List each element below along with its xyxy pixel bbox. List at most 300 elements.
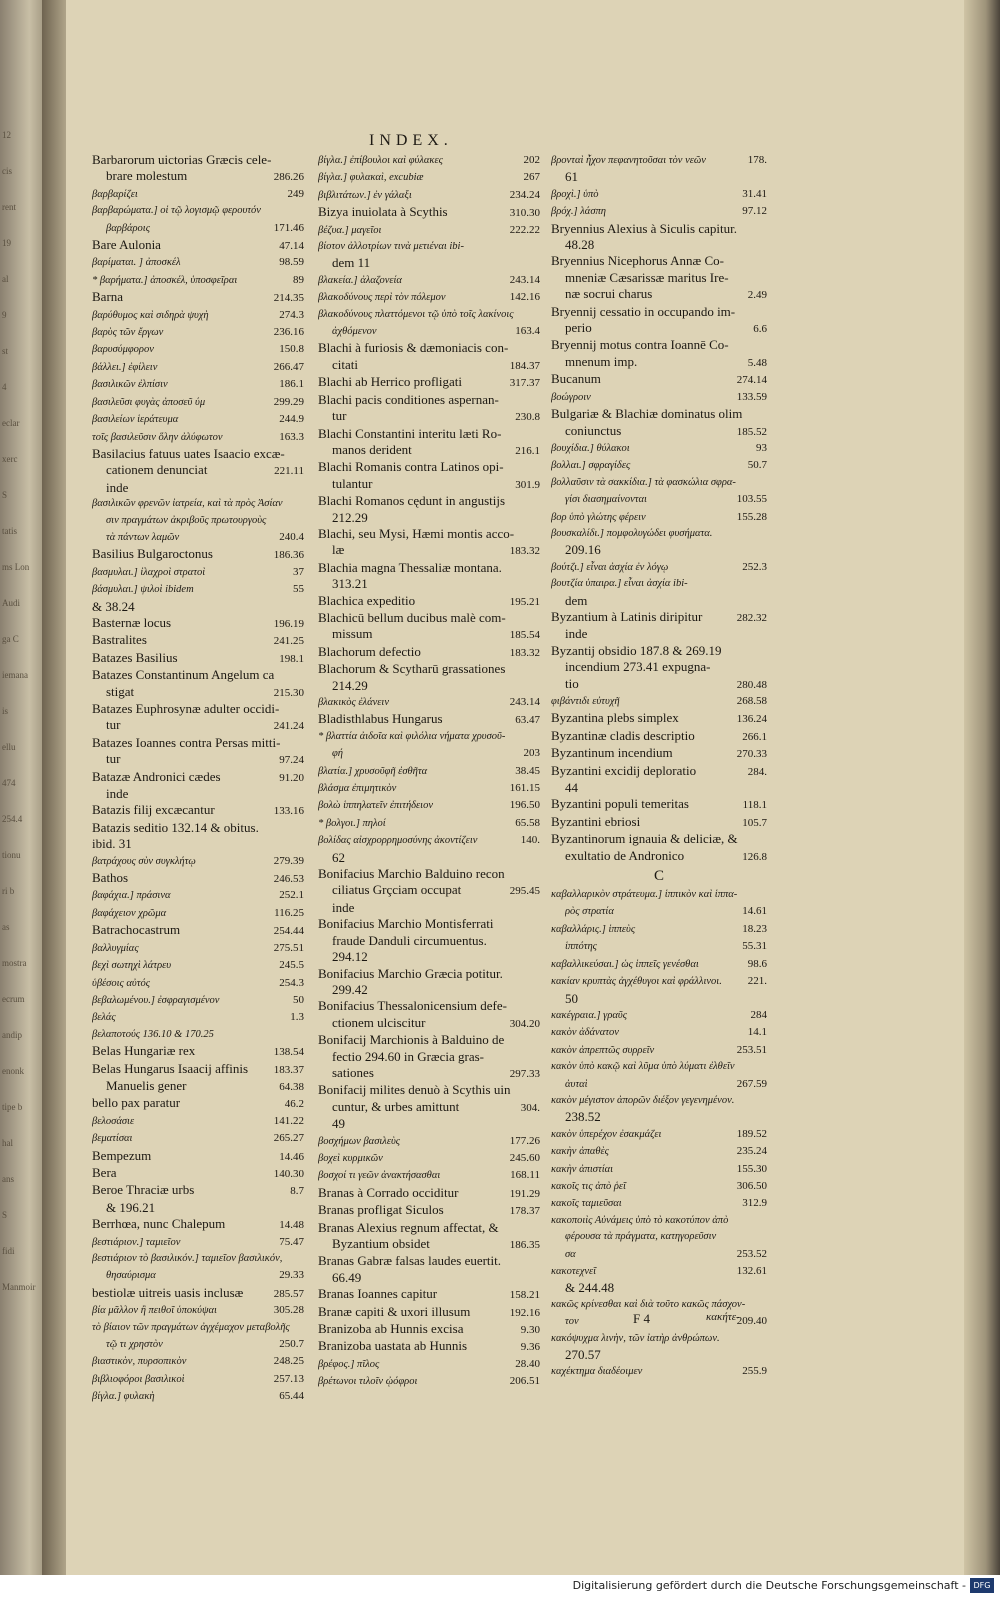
entry-text: ciliatus Grçciam occupat xyxy=(332,882,462,898)
index-entry xyxy=(92,220,304,237)
entry-text: γίσι διασημαίνονται xyxy=(565,494,647,506)
entry-text: βατράχους σὺν συγκλήτῳ xyxy=(92,855,196,867)
entry-text: Byzantini populi temeritas xyxy=(551,796,689,812)
entry-text: βρέτωνοι τιλοῖν ᾠόφροι xyxy=(318,1376,418,1388)
index-entry xyxy=(318,307,540,323)
entry-text: βάλλει.] ἐφίλειν xyxy=(92,361,158,373)
entry-text: βρονταὶ ἦχον πεφανητοῦσαι τὸν νεῶν xyxy=(551,155,706,166)
entry-text: Barbarorum uictorias Græcis cele- xyxy=(92,152,272,167)
index-entry xyxy=(318,626,540,643)
entry-text: tur xyxy=(106,751,121,767)
entry-page-ref: 214.35 xyxy=(273,292,304,305)
entry-page-ref: 98.59 xyxy=(279,256,304,269)
index-entry xyxy=(92,1320,304,1336)
entry-page-ref: 155.28 xyxy=(736,510,767,523)
entry-page-ref: 267 xyxy=(523,171,540,184)
index-entry xyxy=(318,152,540,169)
index-entry xyxy=(318,1220,540,1236)
margin-fragment: ans xyxy=(2,1174,14,1184)
entry-page-ref: 46.2 xyxy=(284,1098,304,1111)
index-entry xyxy=(92,1182,304,1199)
index-entry xyxy=(551,1363,767,1380)
entry-page-ref: 274.14 xyxy=(736,374,767,387)
entry-page-ref: 103.55 xyxy=(736,493,767,506)
index-entry xyxy=(318,1015,540,1032)
entry-text: tur xyxy=(106,717,121,733)
index-entry xyxy=(92,1200,304,1216)
catchword: κακήτε- xyxy=(706,1311,740,1323)
entry-page-ref: 132.61 xyxy=(736,1265,767,1277)
index-entry xyxy=(551,887,767,903)
entry-text: inde xyxy=(106,479,129,495)
index-entry xyxy=(318,882,540,899)
entry-text: βεστιάριον τὸ βασιλικόν.] ταμιεῖον βασιλικόν, xyxy=(92,1253,283,1264)
index-entry xyxy=(318,1185,540,1202)
entry-text: Byzantinum incendium xyxy=(551,745,673,761)
margin-fragment: ga C xyxy=(2,634,19,644)
margin-fragment: cis xyxy=(2,166,12,176)
entry-page-ref: 50 xyxy=(293,993,304,1006)
entry-text: Byzantinæ cladis descriptio xyxy=(551,727,695,743)
index-entry xyxy=(551,509,767,526)
entry-page-ref: 196.19 xyxy=(273,617,304,630)
entry-page-ref: 248.25 xyxy=(273,1355,304,1368)
entry-text: καβαλλικεύσαι.] ὡς ἱππεῖς γενέσθαι xyxy=(551,958,699,970)
index-entry xyxy=(318,510,540,526)
index-entry xyxy=(551,152,767,169)
entry-text: Belas Hungariæ rex xyxy=(92,1043,196,1059)
index-entry xyxy=(92,940,304,957)
entry-text: 313.21 xyxy=(332,576,368,592)
index-entry xyxy=(318,272,540,289)
index-entry xyxy=(551,903,767,920)
index-entry xyxy=(318,1338,540,1355)
entry-text: Byzantium à Latinis diripitur xyxy=(551,608,703,624)
entry-page-ref: 185.54 xyxy=(509,629,540,642)
index-entry xyxy=(318,222,540,239)
entry-text: 294.12 xyxy=(332,949,368,965)
index-entry xyxy=(318,392,540,408)
entry-text: τῷ τι χρηστὸν xyxy=(106,1339,163,1351)
entry-text: 270.57 xyxy=(565,1347,601,1363)
index-entry xyxy=(318,426,540,442)
index-entry xyxy=(318,289,540,306)
index-entry xyxy=(318,1321,540,1338)
entry-text: Bulgariæ & Blachiæ dominatus olim xyxy=(551,406,743,422)
index-entry xyxy=(551,1161,767,1178)
index-entry xyxy=(318,949,540,965)
entry-text: τοῖς βασιλεῦσιν ὅλην ἀλύφωτον xyxy=(92,431,223,443)
index-entry xyxy=(318,1253,540,1269)
entry-page-ref: 97.12 xyxy=(742,205,767,218)
entry-page-ref: 55 xyxy=(293,583,304,596)
entry-page-ref: 184.37 xyxy=(509,359,540,372)
entry-page-ref: 253.51 xyxy=(736,1043,767,1056)
index-entry xyxy=(318,966,540,982)
index-entry xyxy=(92,853,304,870)
entry-text: Batazes Basilius xyxy=(92,649,178,665)
index-entry xyxy=(318,1065,540,1082)
index-entry xyxy=(551,1195,767,1212)
entry-page-ref: 243.14 xyxy=(509,273,540,286)
entry-text: exultatio de Andronico xyxy=(565,847,685,863)
index-entry xyxy=(92,1251,304,1267)
index-entry xyxy=(92,1078,304,1095)
margin-fragment: enonk xyxy=(2,1066,24,1076)
entry-text: Batazes Constantinum Angelum ca xyxy=(92,667,275,683)
entry-page-ref: 215.30 xyxy=(273,686,304,699)
index-entry xyxy=(551,1229,767,1245)
index-entry xyxy=(318,542,540,559)
entry-page-ref: 65.44 xyxy=(279,1390,304,1403)
entry-text: Blachia magna Thessaliæ montana. xyxy=(318,559,502,575)
index-entry xyxy=(551,780,767,796)
entry-page-ref: 14.1 xyxy=(747,1026,767,1039)
entry-page-ref: 268.58 xyxy=(736,695,767,707)
index-entry xyxy=(318,560,540,576)
entry-text: βοχεὶ κυρμικῶν xyxy=(318,1152,383,1164)
entry-text: βάσμυλαι.] ψιλοὶ ibidem xyxy=(92,584,194,596)
entry-text: σιν πραγμάτων ἀκριβοῦς πρωτουργοὺς xyxy=(106,514,267,526)
entry-text: καβαλλάρις.] ἱππεὺς xyxy=(551,923,636,935)
entry-text: βουσκαλίδι.] πομφολυγώδει φυσήματα. xyxy=(551,527,713,539)
index-entry xyxy=(318,255,540,271)
entry-text: Blachi Romanos cędunt in angustijs xyxy=(318,493,506,509)
entry-page-ref: 234.24 xyxy=(509,188,540,201)
left-page-edge xyxy=(0,0,42,1597)
index-entry xyxy=(318,1150,540,1167)
index-entry xyxy=(318,1099,540,1116)
entry-text: Bryennius Alexius à Siculis capitur. xyxy=(551,220,737,236)
index-entry xyxy=(92,1216,304,1233)
index-entry xyxy=(318,982,540,998)
entry-page-ref: 222.22 xyxy=(509,223,540,236)
entry-page-ref: 301.9 xyxy=(515,478,540,491)
entry-text: βεβαλωμένου.] ἐσφραγισμένον xyxy=(92,994,220,1006)
index-column-2 xyxy=(318,152,540,1391)
entry-text: ρὸς στρατία xyxy=(565,906,614,918)
entry-page-ref: 252.3 xyxy=(742,560,767,573)
index-entry xyxy=(551,237,767,253)
index-entry xyxy=(551,491,767,508)
entry-text: κακὴν ἀπαθὲς xyxy=(551,1146,609,1158)
entry-page-ref: 116.25 xyxy=(274,906,304,919)
entry-text: Byzantium obsidet xyxy=(332,1236,430,1251)
entry-page-ref: 286.26 xyxy=(273,171,304,184)
index-entry xyxy=(92,1009,304,1026)
entry-page-ref: 274.3 xyxy=(279,308,304,321)
entry-text: læ xyxy=(332,542,345,558)
entry-text: Bathos xyxy=(92,870,129,886)
entry-text: κακῶς κρίνεσθαι καὶ διὰ τοῦτο κακῶς πάσχον- xyxy=(551,1298,746,1310)
index-entry xyxy=(92,1388,304,1405)
index-entry xyxy=(92,376,304,393)
entry-page-ref: 270.33 xyxy=(736,748,767,761)
index-entry xyxy=(92,887,304,904)
entry-text: Batazis seditio 132.14 & obitus. xyxy=(92,819,259,835)
entry-page-ref: 253.52 xyxy=(736,1247,767,1260)
entry-page-ref: 38.45 xyxy=(515,764,540,777)
entry-text: Blachi Constantini interitu læti Ro- xyxy=(318,425,502,441)
margin-fragment: hal xyxy=(2,1138,13,1148)
entry-page-ref: 243.14 xyxy=(509,696,540,708)
entry-text: βίοτον ἀλλοτρίων τινὰ μετιέναι ibi- xyxy=(318,241,464,253)
entry-page-ref: 118.1 xyxy=(742,799,767,812)
margin-fragment: tipe b xyxy=(2,1102,23,1112)
entry-text: βρέφος.] πῖλος xyxy=(318,1358,380,1370)
index-entry xyxy=(92,462,304,479)
entry-page-ref: 186.36 xyxy=(273,549,304,562)
entry-text: θησαύρισμα xyxy=(106,1270,156,1282)
index-entry xyxy=(318,187,540,204)
entry-text: κακοῖς ταμιεῦσαι xyxy=(551,1198,622,1210)
index-entry xyxy=(318,1133,540,1150)
entry-page-ref: 183.32 xyxy=(509,646,540,659)
entry-text: Blachicū bellum ducibus malè com- xyxy=(318,609,506,625)
entry-text: βλακικὸς ἐλάνειν xyxy=(318,697,389,708)
index-entry xyxy=(551,304,767,320)
entry-page-ref: 158.21 xyxy=(509,1289,540,1302)
entry-page-ref: 306.50 xyxy=(736,1179,767,1192)
index-entry xyxy=(551,710,767,727)
index-entry xyxy=(551,186,767,203)
index-entry xyxy=(318,815,540,832)
index-entry xyxy=(318,1304,540,1321)
index-entry xyxy=(318,340,540,356)
entry-text: σα xyxy=(565,1248,576,1260)
signature-mark: F 4 xyxy=(633,1311,650,1326)
index-entry xyxy=(551,1143,767,1160)
entry-page-ref: 257.13 xyxy=(273,1372,304,1385)
entry-text: βορ ὑπὸ γλώτης φέρειν xyxy=(551,511,646,523)
index-entry xyxy=(318,610,540,626)
entry-text: βλακεία.] ἀλαζονεία xyxy=(318,274,402,286)
footer-bar xyxy=(0,1575,1000,1597)
index-entry xyxy=(318,323,540,340)
index-entry xyxy=(92,1302,304,1319)
index-entry xyxy=(92,870,304,887)
index-entry xyxy=(551,763,767,780)
entry-page-ref: 209.40 xyxy=(736,1315,767,1328)
entry-text: Bonifacij Marchionis à Balduino de xyxy=(318,1032,505,1048)
entry-text: Branas Ioannes capitur xyxy=(318,1286,438,1302)
entry-text: Batazæ Andronici cædes xyxy=(92,768,221,784)
dfg-logo: DFG xyxy=(970,1578,994,1593)
entry-text: βεστιάριον.] ταμιεῖον xyxy=(92,1236,181,1248)
margin-fragment: eclar xyxy=(2,418,20,428)
entry-text: 48.28 xyxy=(565,237,595,253)
entry-text: mneniæ Cæsarissæ maritus Ire- xyxy=(565,269,729,285)
index-entry xyxy=(551,938,767,955)
index-entry xyxy=(551,475,767,491)
index-entry xyxy=(92,684,304,701)
entry-page-ref: 221. xyxy=(747,975,767,988)
index-entry xyxy=(92,411,304,428)
entry-page-ref: 133.59 xyxy=(736,390,767,403)
entry-page-ref: 191.29 xyxy=(509,1187,540,1200)
margin-fragment: S xyxy=(2,1210,8,1220)
index-entry xyxy=(92,922,304,939)
index-entry xyxy=(318,1049,540,1065)
index-entry xyxy=(92,1165,304,1182)
entry-page-ref: 221.11 xyxy=(274,465,304,478)
entry-text: Batazis filij excæcantur xyxy=(92,802,215,818)
index-entry xyxy=(551,1042,767,1059)
entry-page-ref: 47.14 xyxy=(279,240,304,253)
entry-text: βίγλα.] φυλακαὶ, excubiæ xyxy=(318,172,424,184)
entry-page-ref: 140. xyxy=(520,834,540,847)
margin-fragment: 4 xyxy=(2,382,7,392)
index-entry xyxy=(92,615,304,632)
entry-page-ref: 28.40 xyxy=(515,1357,540,1370)
index-entry xyxy=(318,1116,540,1132)
index-entry xyxy=(551,1093,767,1109)
entry-text: βελοσάσιε xyxy=(92,1115,135,1127)
entry-text: bestiolæ uitreis uasis inclusæ xyxy=(92,1284,244,1300)
entry-text: Branizoba uastata ab Hunnis xyxy=(318,1338,468,1354)
index-entry xyxy=(92,717,304,734)
margin-fragment: ms Lon xyxy=(2,562,30,572)
index-entry xyxy=(318,239,540,255)
entry-text: * βαρήματα.] ἀποσκέλ, ὑποσφεῖραι xyxy=(92,274,238,286)
entry-page-ref: 50.7 xyxy=(747,459,767,472)
index-entry xyxy=(551,1213,767,1229)
entry-page-ref: 266.1 xyxy=(742,730,767,743)
entry-text: κακίαν κρυπτὰς ἀγχέθυγοι καὶ φράλλινοι. xyxy=(551,976,722,988)
index-entry xyxy=(551,1126,767,1143)
entry-text: βολλαῦσιν τὰ σακκίδια.] τὰ φασκώλια σφρα- xyxy=(551,476,736,488)
entry-text: βίγλα.] φυλακὴ xyxy=(92,1391,155,1403)
entry-text: Berrhœa, nunc Chalepum xyxy=(92,1216,226,1232)
entry-text: Bonifacius Marchio Balduino recon xyxy=(318,866,505,882)
index-entry xyxy=(92,324,304,341)
entry-text: ibid. 31 xyxy=(92,836,132,852)
entry-page-ref: 250.7 xyxy=(279,1338,304,1351)
index-entry xyxy=(318,797,540,814)
entry-text: 50 xyxy=(565,990,578,1006)
entry-page-ref: 138.54 xyxy=(273,1046,304,1059)
entry-text: fectio 294.60 in Græcia gras- xyxy=(332,1048,484,1064)
index-entry xyxy=(551,814,767,831)
index-entry xyxy=(92,1043,304,1060)
entry-text: βιαστικὸν, πυρσοπικὸν xyxy=(92,1356,187,1368)
index-entry xyxy=(92,632,304,649)
index-entry xyxy=(318,1356,540,1373)
entry-text: Blachi, seu Mysi, Hæmi montis acco- xyxy=(318,525,515,541)
entry-text: Bryennij cessatio in occupando im- xyxy=(551,303,736,319)
entry-text: τὸ βίαιον τῶν πραγμάτων ἀγχέμαχον μεταβολῆς xyxy=(92,1321,290,1333)
index-entry xyxy=(318,711,540,728)
entry-text: Byzantinorum ignauia & deliciæ, & xyxy=(551,831,738,847)
entry-text: βελάς xyxy=(92,1012,116,1024)
entry-text: βασμυλαι.] ἰλαχροὶ στρατοὶ xyxy=(92,566,206,578)
entry-text: Barna xyxy=(92,289,124,305)
entry-text: κακοτεχνεῖ xyxy=(551,1266,597,1277)
entry-text: Bera xyxy=(92,1164,117,1180)
entry-text: βολλαι.] σφραγίδες xyxy=(551,460,631,472)
entry-text: βολίδας αἰσχρορρημοσύνης ἀκοντίζειν xyxy=(318,835,478,847)
entry-text: βαλλυγμίας xyxy=(92,942,139,954)
entry-page-ref: 279.39 xyxy=(273,854,304,867)
index-entry xyxy=(551,1109,767,1125)
entry-page-ref: 75.47 xyxy=(279,1235,304,1248)
entry-text: Bucanum xyxy=(551,371,601,387)
entry-text: φή xyxy=(332,748,344,760)
index-entry xyxy=(92,802,304,819)
entry-page-ref: 8.7 xyxy=(290,1185,304,1198)
entry-text: τὰ πάντων λαμῶν xyxy=(106,531,180,543)
entry-page-ref: 65.58 xyxy=(515,816,540,829)
entry-text: βελαποτούς 136.10 & 170.25 xyxy=(92,1028,214,1040)
index-entry xyxy=(92,272,304,289)
entry-page-ref: 254.44 xyxy=(273,925,304,938)
entry-text: 62 xyxy=(332,849,345,865)
index-entry xyxy=(92,1336,304,1353)
entry-page-ref: 126.8 xyxy=(742,850,767,863)
entry-text: stigat xyxy=(106,683,135,699)
index-entry xyxy=(318,593,540,610)
index-column-3 xyxy=(551,152,767,1381)
index-entry xyxy=(92,546,304,563)
entry-page-ref: 241.25 xyxy=(273,635,304,648)
index-entry xyxy=(551,921,767,938)
index-entry xyxy=(92,1027,304,1043)
entry-text: 209.16 xyxy=(565,542,601,558)
entry-page-ref: 93 xyxy=(756,441,767,454)
index-entry xyxy=(551,848,767,865)
index-column-1 xyxy=(92,152,304,1406)
entry-text: citati xyxy=(332,356,358,372)
index-entry xyxy=(318,694,540,711)
entry-text: βούτζι.] εἶναι ἀσχία ἐν λόγῳ xyxy=(551,561,669,573)
entry-text: βέζυα.] μαγεῖοι xyxy=(318,224,382,236)
entry-page-ref: 317.37 xyxy=(509,377,540,390)
entry-text: φέρουσα τὰ πράγματα, κατηγορεῦσιν xyxy=(565,1231,717,1243)
entry-text: κακὸν μέγιστον ἀπορῶν διέξον γεγενημένον. xyxy=(551,1094,735,1106)
entry-page-ref: 14.46 xyxy=(279,1150,304,1163)
entry-page-ref: 141.22 xyxy=(273,1114,304,1127)
entry-page-ref: 5.48 xyxy=(747,356,767,369)
index-entry xyxy=(92,1061,304,1078)
entry-text: brare molestum xyxy=(106,168,188,184)
index-entry xyxy=(318,661,540,677)
index-entry xyxy=(551,576,767,592)
entry-text: cuntur, & urbes amittunt xyxy=(332,1098,460,1114)
entry-page-ref: 89 xyxy=(293,273,304,286)
entry-text: Bonifacius Thessalonicensium defe- xyxy=(318,998,507,1014)
entry-page-ref: 97.24 xyxy=(279,754,304,767)
entry-page-ref: 63.47 xyxy=(515,714,540,727)
entry-text: φιβάντιδι εὐτυχῆ xyxy=(551,696,620,707)
index-entry xyxy=(318,1082,540,1098)
margin-fragment: Manmoir xyxy=(2,1282,36,1292)
margin-fragment: mostra xyxy=(2,958,27,968)
index-entry xyxy=(551,542,767,558)
entry-page-ref: 255.9 xyxy=(742,1365,767,1378)
entry-text: βρόχ.] λάσπη xyxy=(551,206,606,218)
index-entry xyxy=(92,1130,304,1147)
entry-text: Basilius Bulgaroctonus xyxy=(92,546,213,562)
margin-fragment: tionu xyxy=(2,850,21,860)
entry-text: βοσχοί τι γεῶν ἀνακτήσασθαι xyxy=(318,1170,441,1182)
entry-page-ref: 295.45 xyxy=(509,885,540,898)
entry-page-ref: 140.30 xyxy=(273,1167,304,1180)
index-entry xyxy=(551,1331,767,1347)
entry-page-ref: 168.11 xyxy=(510,1169,540,1182)
index-entry xyxy=(318,866,540,882)
index-entry xyxy=(92,992,304,1009)
book-gutter xyxy=(42,0,68,1597)
